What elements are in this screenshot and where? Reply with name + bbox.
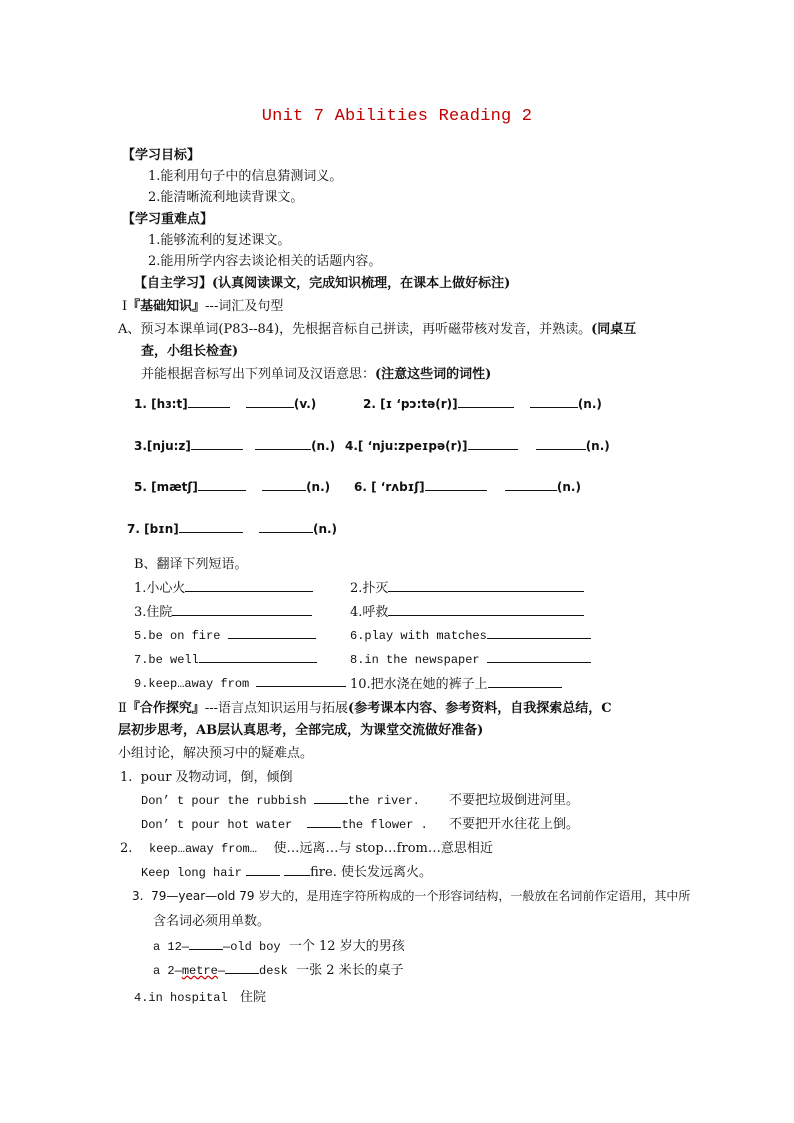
point1-example1-cn: 不要把垃圾倒进河里。 <box>449 793 580 808</box>
answer-blank[interactable] <box>225 961 259 974</box>
vocab-num: 2. <box>363 397 376 411</box>
discussion-text: 小组讨论，解决预习中的疑难点。 <box>118 746 314 761</box>
self-study-heading: 【自主学习】(认真阅读课文，完成知识梳理，在课本上做好标注) <box>134 276 511 291</box>
example-en: Don’ t pour hot water <box>141 818 293 832</box>
part1-heading <box>122 295 283 314</box>
answer-blank[interactable] <box>284 863 310 876</box>
point1-title <box>120 766 293 785</box>
answer-blank[interactable] <box>307 815 341 828</box>
instruction-b <box>141 363 491 382</box>
vocab-phonetic: [ɪ ‘pɔ:tə(r)] <box>380 397 458 411</box>
phrase-item <box>350 673 562 692</box>
part1-heading-rest: ---词汇及句型 <box>205 299 284 314</box>
answer-blank[interactable] <box>189 937 223 950</box>
answer-blank[interactable] <box>505 478 557 491</box>
example-en: metre <box>181 964 218 978</box>
part2-heading-bold: 『合作探究』 <box>126 701 205 716</box>
phrase-text: 10.把水浇在她的裤子上 <box>350 677 488 692</box>
vocab-pos: (n.) <box>577 397 602 411</box>
answer-blank[interactable] <box>185 579 313 592</box>
roman-numeral: Ⅱ <box>118 701 127 716</box>
part2-heading <box>118 697 612 716</box>
example-en: —old boy <box>223 940 281 954</box>
phrase-item <box>350 650 591 667</box>
answer-blank[interactable] <box>262 478 306 491</box>
part2-heading-note: (参考课本内容、参考资料，自我探索总结，C <box>348 701 612 716</box>
point3-line2: 含名词必须用单数。 <box>153 914 271 929</box>
point-num: 2. <box>120 841 133 856</box>
vocab-phonetic: [bɪn] <box>144 522 179 536</box>
phrase-item <box>134 650 317 667</box>
example-en: Don’ t pour the rubbish <box>141 794 307 808</box>
point-text: keep…away from… <box>148 842 257 856</box>
phrase-item <box>350 626 591 643</box>
answer-blank[interactable] <box>314 791 348 804</box>
vocab-num: 5. <box>134 480 147 494</box>
phrase-item <box>134 674 346 691</box>
example-en: Keep long hair <box>141 866 242 880</box>
vocab-num: 4. <box>345 439 358 453</box>
vocab-item-2 <box>363 395 602 411</box>
answer-blank[interactable] <box>487 650 591 663</box>
vocab-pos: (n.) <box>556 480 581 494</box>
vocab-phonetic: [hɜ:t] <box>151 397 188 411</box>
point3-example1 <box>153 935 405 954</box>
point-text: 79—year—old 79 岁大的，是用连字符所构成的一个形容词结构，一般放在名词前作定语用，其中所 <box>151 889 691 903</box>
goal-item: 1.能利用句子中的信息猜测词义。 <box>148 169 343 184</box>
instruction-a-line2: 查，小组长检查) <box>141 344 239 359</box>
answer-blank[interactable] <box>246 395 294 408</box>
point4 <box>134 986 266 1005</box>
vocab-num: 7. <box>127 522 140 536</box>
answer-blank[interactable] <box>199 650 317 663</box>
phrase-text: 2.扑灭 <box>350 581 389 596</box>
vocab-item-5 <box>134 478 330 494</box>
instruction-b-text: 并能根据音标写出下列单词及汉语意思： <box>141 367 376 382</box>
part2-heading-rest: ---语言点知识运用与拓展 <box>204 701 349 716</box>
phrase-text: 6.play with matches <box>350 629 487 643</box>
phrase-text: 4.呼救 <box>350 605 389 620</box>
point1-example1 <box>141 791 420 808</box>
answer-blank[interactable] <box>488 675 562 688</box>
phrase-item <box>134 626 316 643</box>
answer-blank[interactable] <box>246 863 280 876</box>
answer-blank[interactable] <box>191 437 243 450</box>
vocab-phonetic: [mætʃ] <box>151 480 198 494</box>
vocab-item-1 <box>134 395 316 411</box>
point-num: 3. <box>132 889 144 903</box>
phrase-text: 8.in the newspaper <box>350 653 480 667</box>
instruction-a-bold: (同桌互 <box>591 322 637 337</box>
point1-example2 <box>141 815 428 832</box>
point-text: 住院 <box>240 990 267 1005</box>
goals-heading: 【学习目标】 <box>122 148 201 163</box>
answer-blank[interactable] <box>388 603 584 616</box>
example-en: a 12— <box>153 940 190 954</box>
answer-blank[interactable] <box>179 520 243 533</box>
phrase-text: 5.be on fire <box>134 629 221 643</box>
point3-example2 <box>153 959 404 978</box>
vocab-pos: (n.) <box>585 439 610 453</box>
point-text: pour 及物动词，倒，倾倒 <box>140 770 293 785</box>
answer-blank[interactable] <box>255 437 311 450</box>
point-num: 1. <box>120 770 133 785</box>
example-cn: 一个 12 岁大的男孩 <box>288 939 405 954</box>
example-en: desk <box>259 964 288 978</box>
phrase-text: 7.be well <box>134 653 199 667</box>
example-en: a 2— <box>153 964 182 978</box>
phrase-text: 9.keep…away from <box>134 677 250 691</box>
instruction-b-bold: (注意这些词的词性) <box>375 367 492 382</box>
instruction-a-text: A、预习本课单词(P83--84)，先根据音标自己拼读，再听磁带核对发音，并熟读。 <box>118 322 592 337</box>
example-en: — <box>217 964 226 978</box>
vocab-phonetic: [ ‘nju:zpeɪpə(r)] <box>357 439 468 453</box>
example-cn: 一张 2 米长的桌子 <box>296 963 404 978</box>
vocab-phonetic: [ ‘rʌbɪʃ] <box>371 480 425 494</box>
phrase-item <box>350 601 584 620</box>
answer-blank[interactable] <box>425 478 487 491</box>
phrase-text: 3.住院 <box>134 605 173 620</box>
vocab-num: 3. <box>134 439 147 453</box>
phrase-item <box>134 577 313 596</box>
answer-blank[interactable] <box>259 520 313 533</box>
answer-blank[interactable] <box>487 626 591 639</box>
vocab-item-3 <box>134 437 335 453</box>
example-en: fire. 使长发远离火。 <box>310 865 432 880</box>
point-text: 使…远离…与 stop…from…意思相近 <box>273 841 493 856</box>
vocab-pos: (n.) <box>312 522 338 536</box>
point2-example <box>141 861 432 880</box>
example-en: the river. <box>347 794 420 808</box>
vocab-num: 6. <box>354 480 367 494</box>
point1-example2-cn: 不要把开水往花上倒。 <box>449 817 580 832</box>
part2-heading-line2: 层初步思考，AB层认真思考，全部完成，为课堂交流做好准备) <box>118 723 484 738</box>
key-point-item: 2.能用所学内容去谈论相关的话题内容。 <box>148 254 382 269</box>
answer-blank[interactable] <box>188 395 230 408</box>
answer-blank[interactable] <box>256 674 346 687</box>
point3-line1 <box>132 887 690 904</box>
vocab-pos: (v.) <box>293 397 317 411</box>
part1-heading-bold: 『基础知识』 <box>127 299 206 314</box>
vocab-pos: (n.) <box>306 480 331 494</box>
point-text: 4.in hospital <box>134 991 228 1005</box>
answer-blank[interactable] <box>388 579 584 592</box>
phrase-item <box>350 577 584 596</box>
answer-blank[interactable] <box>172 603 312 616</box>
vocab-item-7 <box>127 520 337 536</box>
vocab-num: 1. <box>134 397 147 411</box>
instruction-a-line1 <box>118 318 636 337</box>
example-en: the flower . <box>341 818 428 832</box>
phrase-item <box>134 601 312 620</box>
page-title: Unit 7 Abilities Reading 2 <box>261 107 533 126</box>
key-points-heading: 【学习重难点】 <box>122 212 214 227</box>
answer-blank[interactable] <box>530 395 578 408</box>
vocab-item-6 <box>354 478 581 494</box>
point2-title <box>120 837 493 856</box>
roman-numeral: Ⅰ <box>122 299 128 314</box>
answer-blank[interactable] <box>458 395 514 408</box>
goal-item: 2.能清晰流利地读背课文。 <box>148 190 304 205</box>
vocab-pos: (n.) <box>311 439 336 453</box>
answer-blank[interactable] <box>536 437 586 450</box>
answer-blank[interactable] <box>468 437 518 450</box>
vocab-phonetic: [nju:z] <box>146 439 191 453</box>
key-point-item: 1.能够流利的复述课文。 <box>148 233 291 248</box>
answer-blank[interactable] <box>228 626 316 639</box>
translate-heading: B、翻译下列短语。 <box>134 557 248 572</box>
vocab-item-4 <box>345 437 610 453</box>
phrase-text: 1.小心火 <box>134 581 186 596</box>
answer-blank[interactable] <box>198 478 246 491</box>
